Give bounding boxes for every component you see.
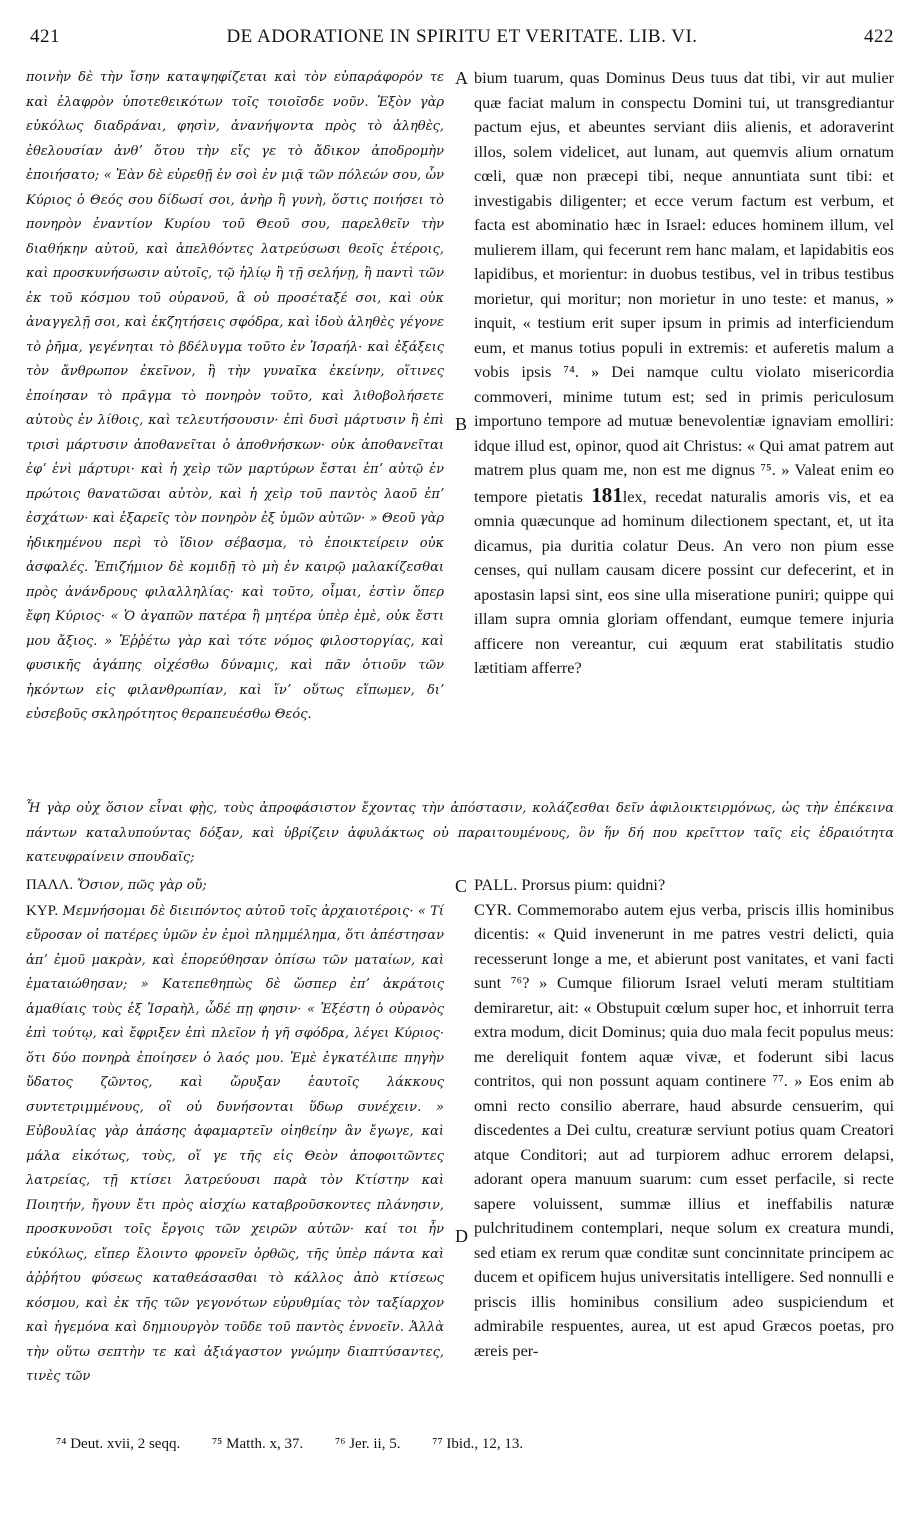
latin-text-part-b: lex, recedat naturalis amoris vis, et ea omnia quæcunque ad hominum dilectionem spectant, et, ut ita dicamus, pia duritia colatur Deus. An vero non pium esse censes, qui nullam causam dicere possint cur defecerint, et in apostasin lapsi sint, eos sine ulla miseratione puniri; quippe qui illam supra omnia gloriam offendant, eumque temere injuria afficere non vereantur, cui æquum erat stabilitatis studio lætitiam afferre? (474, 486, 895, 677)
latin-text-part-a: bium tuarum, quas Dominus Deus tuus dat tibi, vir aut mulier quæ faciat malum in conspectu Domini tui, ut transgrediantur pactum ejus, et abeuntes serviant diis alienis, et adoraverint illos, solem videlicet, aut lunam, aut quemvis alium ornatum cœli, quæ non præcepi tibi, neque annuntiata sunt tibi: et investigabis diligenter; et ecce verum factum est verbum, et facta est abominatio hæc in Israel: educes hominem illum, vel mulierem illam, qui fecerunt rem hanc malam, et lapidabitis eos lapidibus, et morientur: in duobus testibus, vel in tribus testibus morietur, qui moritur; non morietur in uno teste: et manus, » inquit, « testium erit super ipsum in primis ad interficiendum eum, et manus totius populi in extremis: et auferetis malum a vobis ipsis ⁷⁴. » Dei namque cultu violato misericordia commoveri, minime tutum est; sed in primis periculosum importuno tempore ad mutuæ benevolentiæ ignaviam emolliri: idque illud est, opinor, quod ait Christus: « Qui amat patrem aut matrem plus quam me, non est me dignus ⁷⁵. » Valeat enim eo tempore pietatis (474, 68, 894, 506)
greek-pall-line (26, 873, 444, 899)
margin-marker-a: A (455, 68, 468, 88)
speaker-pall-latin: PALL. (474, 875, 518, 894)
margin-marker-d: D (455, 1226, 468, 1246)
greek-cyr-paragraph (26, 899, 444, 1390)
latin-cyr-text: Commemorabo autem ejus verba, priscis illis hominibus dicentis: « Quid invenerunt in me patres vestri delicti, quia recesserunt longe a me, et abierunt post vanitates, et vani facti sunt ⁷⁶? » Cumque filiorum Israel veluti meram stultitiam demiraretur, ait: « Obstupuit cœlum super hoc, et inhorruit terra extra modum, dicit Dominus; quia duo mala fecit populus meus: me dereliquit fontem aquæ vivæ, et foderunt sibi lacus contritos, qui non possunt aquam continere ⁷⁷. » Eos enim ab omni recto consilio aberrare, haud absurde censuerim, qui discedentes a Dei cultu, creaturæ serviunt potius quam Creatori atque Conditori; aut ad turpiorem adhuc errorem delapsi, adorant opera manuum suarum: cum esset perfacile, si recte sapere voluissent, summæ illius et ineffabilis naturæ pulchritudinem contemplari, neque solum ex creatura mundi, sed etiam ex rerum quæ conditæ sunt concinnitate principem ac ducem et opificem hujus universitatis intelligere. Sed nonnulli e priscis illis hominibus consilium adeo suspiciendum et admirabile respuentes, aurea, ut est apud Græcos poetas, pro æreis per- (474, 899, 894, 1360)
greek-pall-text: Ὅσιον, πῶς γὰρ οὔ; (77, 878, 207, 893)
footnote-75: ⁷⁵ Matth. x, 37. (211, 1436, 304, 1452)
footnote-74: ⁷⁴ Deut. xvii, 2 seqq. (56, 1436, 181, 1452)
latin-paragraph-top (474, 66, 894, 681)
speaker-cyr-latin: CYR. (474, 899, 512, 919)
latin-pall-text: Prorsus pium: quidni? (521, 875, 666, 894)
margin-marker-b: B (455, 414, 468, 434)
page-reference-number: 181 (591, 482, 623, 507)
greek-paragraph-top: ποινὴν δὲ τὴν ἴσην καταψηφίζεται καὶ τὸν εὐπαράφορόν τε καὶ ἐλαφρὸν ὑποτεθεικότων τοῖς τοιοῖσδε νοῦν. Ἐξὸν γὰρ εὐκόλως διαδράναι, φησὶν, ἀνανήψοντα πρὸς τὸ ἀληθὲς, ἐθελουσίαν ἀνθʼ ὅτου τὴν εἴς γε τὸ ἄδικον ἀποδρομὴν ἐποιήσατο; « Ἐὰν δὲ εὑρεθῇ ἐν σοὶ ἐν μιᾷ τῶν πόλεών σου, ὧν Κύριος ὁ Θεός σου δίδωσί σοι, ἀνὴρ ἢ γυνὴ, ὅστις ποιήσει τὸ πονηρὸν ἐναντίον Κυρίου τοῦ Θεοῦ σου, παρελθεῖν τὴν διαθήκην αὐτοῦ, καὶ ἀπελθόντες λατρεύσωσι θεοῖς ἑτέροις, καὶ προσκυνήσωσιν αὐτοῖς, τῷ ἡλίῳ ἢ τῇ σελήνῃ, ἢ παντὶ τῶν ἐκ τοῦ κόσμου τοῦ οὐρανοῦ, ἃ οὐ προσέταξέ σοι, καὶ οὐκ ἀναγγελῇ σοι, καὶ ἐκζητήσεις σφόδρα, καὶ ἰδοὺ ἀληθὲς γέγονε τὸ ῥῆμα, γεγένηται τὸ βδέλυγμα τοῦτο ἐν Ἰσραήλ· καὶ ἐξάξεις τὸν ἄνθρωπον ἐκεῖνον, ἢ τὴν γυναῖκα ἐκείνην, οἵτινες ἐποίησαν τὸ πρᾶγμα τὸ πονηρὸν τοῦτο, καὶ λιθοβολήσετε αὐτοὺς ἐν λίθοις, καὶ τελευτήσουσιν· ἐπὶ δυσὶ μάρτυσιν ἢ ἐπὶ τρισὶ μάρτυσιν ἀποθανεῖται ὁ ἀποθνήσκων· οὐκ ἀποθανεῖται ἐφʼ ἑνὶ μάρτυρι· καὶ ἡ χεὶρ τῶν μαρτύρων ἔσται ἐπʼ αὐτῷ ἐν πρώτοις θανατῶσαι αὐτὸν, καὶ ἡ χεὶρ τοῦ παντὸς λαοῦ ἐπʼ ἐσχάτων· καὶ ἐξαρεῖς τὸν πονηρὸν ἐξ ὑμῶν αὐτῶν· » Θεοῦ γὰρ ἠδικημένου περὶ τὸ ἴδιον σέβασμα, τὸ ἐποικτείρειν οὐκ ἀσφαλές. Ἐπιζήμιον δὲ κομιδῇ τὸ μὴ ἐν καιρῷ μαλακίζεσθαι πρὸς ἀνάνδρους φιλαλληλίας· καὶ τοῦτο, οἶμαι, ἐστὶν ὅπερ ἔφη Κύριος· « Ὁ ἀγαπῶν πατέρα ἢ μητέρα ὑπὲρ ἐμὲ, οὐκ ἔστι μου ἄξιος. » Ἐῤῥέτω γὰρ καὶ τότε νόμος φιλοστοργίας, καὶ φυσικῆς ἀγάπης οἰχέσθω δύναμις, καὶ πᾶν ὁτιοῦν τῶν ἡκόντων εἰς φιλανθρωπίαν, καὶ ἵνʼ οὕτως εἴπωμεν, διʼ εὐσεβοῦς σκληρότητος θεραπευέσθω Θεός. (26, 70, 444, 722)
latin-pall-line (474, 873, 894, 898)
page-number-right: 422 (864, 26, 894, 47)
margin-marker-c: C (455, 876, 468, 896)
footnote-76: ⁷⁶ Jer. ii, 5. (335, 1436, 401, 1452)
page-number-left: 421 (30, 26, 60, 47)
running-title: DE ADORATIONE IN SPIRITU ET VERITATE. LIB. VI. (226, 26, 698, 47)
footnote-77: ⁷⁷ Ibid., 12, 13. (432, 1436, 524, 1452)
greek-wide-paragraph: Ἦ γὰρ οὐχ ὅσιον εἶναι φῂς, τοὺς ἀπροφάσιστον ἔχοντας τὴν ἀπόστασιν, κολάζεσθαι δεῖν ἀφιλοικτειρμόνως, ὡς τὴν ἐπέκεινα πάντων καταλυπούντας δόξαν, καὶ ὑβρίζειν ἀφυλάκτως οὐ παραιτουμένους, ὃν ἥν δή που κρεῖττον ταῖς εἰς ἑδραιότητα κατευφραίνειν σπουδαῖς; (26, 801, 894, 865)
latin-column-top (474, 66, 894, 681)
latin-cyr-paragraph (474, 898, 894, 1364)
speaker-pall-greek: ΠΑΛΛ. (26, 877, 74, 893)
footnotes (56, 1436, 896, 1453)
greek-column-dialogue (26, 873, 444, 1390)
greek-cyr-text: Μεμνήσομαι δὲ διειπόντος αὐτοῦ τοῖς ἀρχαιοτέροις· « Τί εὕροσαν οἱ πατέρες ὑμῶν ἐν ἐμοὶ πλημμέλημα, ὅτι ἀπέστησαν ἀπʼ ἐμοῦ μακρὰν, καὶ ἐπορεύθησαν ὀπίσω τῶν ματαίων, καὶ ἐματαιώθησαν; » Κατεπεθηπὼς δὲ ὥσπερ ἐπʼ ἀκράτοις ἁμαθίαις τοὺς ἐξ Ἰσραὴλ, ὧδέ πῃ φησιν· « Ἐξέστη ὁ οὐρανὸς ἐπὶ τούτῳ, καὶ ἔφριξεν ἐπὶ πλεῖον ἡ γῆ σφόδρα, λέγει Κύριος· ὅτι δύο πονηρὰ ἐποίησεν ὁ λαός μου. Ἐμὲ ἐγκατέλιπε πηγὴν ὕδατος ζῶντος, καὶ ὤρυξαν ἑαυτοῖς λάκκους συντετριμμένους, οἳ οὐ δυνήσονται ὕδωρ συνέχειν. » Εὐβουλίας γὰρ ἁπάσης ἀφαμαρτεῖν οἰηθείην ἂν ἔγωγε, καὶ μάλα εἰκότως, τοὺς, οἵ γε τῆς εἰς Θεὸν ἀποφοιτῶντες λατρείας, τῇ κτίσει λατρεύουσι παρὰ τὸν Κτίστην καὶ Ποιητήν, ἤγουν ἔτι πρὸς αἰσχίω καταβροῦσκοντες πλάνησιν, προσκυνοῦσι τοῖς ἔργοις τῶν χειρῶν αὐτῶν· καί τοι ἦν εὐκόλως, εἴπερ ἕλοιντο φρονεῖν ὀρθῶς, τῆς ὑπὲρ πάντα καὶ ἀῤῥήτου φύσεως καταθεάσασθαι τὸ κάλλος ἀπὸ κτίσεως κόσμου, καὶ ἐκ τῆς τῶν γεγονότων εὐρυθμίας τὸν ταξίαρχον καὶ ἡγεμόνα καὶ δημιουργὸν τοῦδε τοῦ παντὸς ἐννοεῖν. Ἀλλὰ τὴν οὕτω σεπτὴν τε καὶ ἀξιάγαστον γνώμην διαπτύσαντες, τινὲς τῶν (26, 903, 444, 1384)
latin-column-dialogue (474, 873, 894, 1363)
speaker-cyr-greek: ΚΥΡ. (26, 902, 59, 919)
greek-column-top (26, 66, 444, 728)
